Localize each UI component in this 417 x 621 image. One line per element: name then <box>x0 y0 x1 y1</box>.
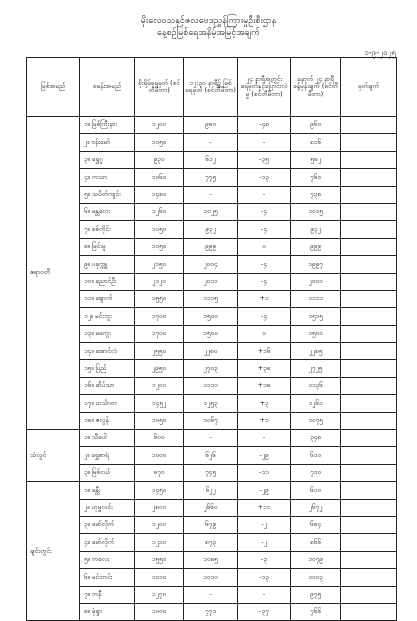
remark-cell <box>341 117 397 134</box>
station-cell: ၈။ မုံရွာ <box>80 603 135 620</box>
remark-cell <box>341 308 397 325</box>
today-level-cell: ၉၈၀ <box>184 117 238 134</box>
danger-level-cell: ၂၉၅၀ <box>135 360 184 377</box>
change-cell: +၃၈ <box>238 360 291 377</box>
danger-level-cell: ၁၀၆၀ <box>135 169 184 186</box>
table-row <box>27 360 397 377</box>
danger-level-cell: ၁၂၁၀ <box>135 534 184 551</box>
today-level-cell: ၁၀၆၇ <box>184 412 238 429</box>
danger-level-cell: ၁၁၅၀ <box>135 221 184 238</box>
danger-level-cell: ၁၂၇၀ <box>135 586 184 603</box>
station-cell: ၈။ မြင်းမူ <box>80 238 135 255</box>
today-level-cell: ၁၅၀၀ <box>184 308 238 325</box>
station-cell: ၉။ ပခုက္ကူ <box>80 256 135 273</box>
division-cell: ဧရာဝတီ <box>27 117 80 430</box>
change-cell: - <box>238 134 291 151</box>
change-cell: -၁၃ <box>238 569 291 586</box>
change-cell: -၂ <box>238 534 291 551</box>
change-cell: -၃၅ <box>238 151 291 168</box>
danger-level-cell: ၁၀၀၀ <box>135 603 184 620</box>
change-cell: -၃ <box>238 551 291 568</box>
change-cell: +၁ <box>238 290 291 307</box>
remark-cell <box>341 238 397 255</box>
header-danger-level: စိုးရိမ်ရေမှတ် (စင်တီမီတာ) <box>135 58 184 117</box>
danger-level-cell: ၁၄၈၀ <box>135 186 184 203</box>
danger-level-cell: ၁၂၆၀ <box>135 203 184 220</box>
remark-cell <box>341 430 397 447</box>
division-cell: သံလွင် <box>27 430 80 482</box>
table-row <box>27 430 397 447</box>
station-cell: ၁။ သီပေါ <box>80 430 135 447</box>
table-row <box>27 551 397 568</box>
forecast-cell: ၁၅၁၅ <box>291 308 341 325</box>
danger-level-cell: ၁၂၀၀ <box>135 117 184 134</box>
danger-level-cell: ၉၃၀ <box>135 151 184 168</box>
table-row <box>27 169 397 186</box>
danger-level-cell: ၁၀၅၀ <box>135 412 184 429</box>
station-cell: ၂။ ဗန်းမော် <box>80 134 135 151</box>
forecast-cell: ၇၁၀ <box>291 464 341 481</box>
danger-level-cell: ၂၈၀၀ <box>135 499 184 516</box>
station-cell: ၁။ ခန္တီး <box>80 482 135 499</box>
table-row <box>27 395 397 412</box>
today-level-cell: ၁၀၈၅ <box>184 551 238 568</box>
forecast-cell: ၇၆၀ <box>291 169 341 186</box>
danger-level-cell: ၆၀၀ <box>135 430 184 447</box>
change-cell: -၁၁ <box>238 464 291 481</box>
remark-cell <box>341 360 397 377</box>
table-row <box>27 343 397 360</box>
station-cell: ၆။ မင်းကင်း <box>80 569 135 586</box>
danger-level-cell: ၁၂၀၀ <box>135 377 184 394</box>
forecast-cell: ၁၉၉၇ <box>291 256 341 273</box>
change-cell: -၄ <box>238 308 291 325</box>
danger-level-cell: ၁၀၀၀ <box>135 447 184 464</box>
table-row <box>27 377 397 394</box>
remark-cell <box>341 325 397 342</box>
danger-level-cell: ၁၁၅၀ <box>135 134 184 151</box>
danger-level-cell: ၁၁၅၀ <box>135 238 184 255</box>
forecast-cell: ၈၆၆ <box>291 534 341 551</box>
danger-level-cell: ၁၄၅၂ <box>135 395 184 412</box>
station-cell: ၄။ ကသာ <box>80 169 135 186</box>
remark-cell <box>341 412 397 429</box>
today-level-cell: ၁၀၁၀ <box>184 569 238 586</box>
forecast-cell: ၂၆၇၂ <box>291 499 341 516</box>
remark-cell <box>341 569 397 586</box>
today-level-cell: ၁၀၂၅ <box>184 203 238 220</box>
change-cell: -၂၉ <box>238 447 291 464</box>
water-level-table <box>26 57 397 621</box>
change-cell: -၂ <box>238 516 291 533</box>
forecast-cell: ၂၂၈၅ <box>291 343 341 360</box>
station-cell: ၃။ မြစ်ငယ် <box>80 464 135 481</box>
forecast-cell: ၆၁၀ <box>291 482 341 499</box>
today-level-cell: ၂၀၁၁ <box>184 273 238 290</box>
remark-cell <box>341 134 397 151</box>
station-cell: ၁၇။ ဟင်္သာတ <box>80 395 135 412</box>
today-level-cell: ၁၅၀၀ <box>184 325 238 342</box>
today-level-cell: - <box>184 586 238 603</box>
change-cell: +၁ <box>238 412 291 429</box>
change-cell: -၄ <box>238 203 291 220</box>
forecast-cell: ၁၁၁၁ <box>291 290 341 307</box>
danger-level-cell: ၁၀၁၀ <box>135 569 184 586</box>
table-row <box>27 412 397 429</box>
today-level-cell: ၂၀၀၄ <box>184 256 238 273</box>
remark-cell <box>341 203 397 220</box>
change-cell: -၃၇ <box>238 603 291 620</box>
remark-cell <box>341 603 397 620</box>
today-level-cell: ၆၇၉ <box>184 516 238 533</box>
today-level-cell: ၆၂၂ <box>184 482 238 499</box>
danger-level-cell: ၁၇၀၀ <box>135 325 184 342</box>
today-level-cell: ၆၁၂ <box>184 151 238 168</box>
header-division: မြစ်အမည် <box>27 58 80 117</box>
remark-cell <box>341 290 397 307</box>
danger-level-cell: ၂၅၅၀ <box>135 343 184 360</box>
today-level-cell: ၈၇၃ <box>184 534 238 551</box>
table-row <box>27 186 397 203</box>
forecast-cell: ၁၀၇၅ <box>291 412 341 429</box>
station-cell: ၁၂။ မင်းဘူး <box>80 308 135 325</box>
report-date: ၁-၉-၂၀၂၅ <box>364 48 396 57</box>
today-level-cell: ၁၂၅၃ <box>184 395 238 412</box>
forecast-cell: ၇၃၈ <box>291 186 341 203</box>
table-row <box>27 238 397 255</box>
table-row <box>27 447 397 464</box>
change-cell: -၄ <box>238 273 291 290</box>
today-level-cell: ၂၇၀၃ <box>184 360 238 377</box>
header-today-level: ၁၂:၃၀ နာရီ၌ မြစ်ရေမှတ် (စင်တီမီတာ) <box>184 58 238 117</box>
forecast-cell: ၁၅၀၀ <box>291 325 341 342</box>
station-cell: ၃။ ရွှေဂူ <box>80 151 135 168</box>
remark-cell <box>341 464 397 481</box>
remark-cell <box>341 395 397 412</box>
remark-cell <box>341 499 397 516</box>
forecast-cell: ၁၂၆၁ <box>291 395 341 412</box>
forecast-cell: ၉၃၂ <box>291 221 341 238</box>
table-row <box>27 308 397 325</box>
header-station: စခန်းအမည် <box>80 58 135 117</box>
table-row <box>27 117 397 134</box>
forecast-cell: ၁၁၃၆ <box>291 377 341 394</box>
change-cell: -၁၃ <box>238 169 291 186</box>
change-cell: +၁၆ <box>238 343 291 360</box>
remark-cell <box>341 169 397 186</box>
today-level-cell: ၇၇၁ <box>184 603 238 620</box>
remark-cell <box>341 151 397 168</box>
table-body <box>27 117 397 621</box>
table-row <box>27 203 397 220</box>
forecast-cell: ၈၁၆ <box>291 134 341 151</box>
forecast-cell: ၃၄၈ <box>291 430 341 447</box>
change-cell: -၂၉ <box>238 482 291 499</box>
remark-cell <box>341 482 397 499</box>
station-cell: ၁၀။ ညောင်ဦး <box>80 273 135 290</box>
station-cell: ၁၄။ အောင်လံ <box>80 343 135 360</box>
today-level-cell: - <box>184 430 238 447</box>
remark-cell <box>341 447 397 464</box>
station-cell: ၇။ ကနီ <box>80 586 135 603</box>
forecast-cell: ၂၀၀၁ <box>291 273 341 290</box>
forecast-cell: ၆၁၀ <box>291 447 341 464</box>
remark-cell <box>341 377 397 394</box>
danger-level-cell: ၈၇၀ <box>135 464 184 481</box>
remark-cell <box>341 516 397 533</box>
remark-cell <box>341 186 397 203</box>
header-remark: မှတ်ချက် <box>341 58 397 117</box>
table-row <box>27 603 397 620</box>
station-cell: ၁၈။ ဇလွန် <box>80 412 135 429</box>
table-row <box>27 499 397 516</box>
change-cell: ၀ <box>238 325 291 342</box>
forecast-cell: ၁၀၇၉ <box>291 551 341 568</box>
today-level-cell: - <box>184 186 238 203</box>
forecast-cell: ၁၀၀၃ <box>291 569 341 586</box>
table-row <box>27 534 397 551</box>
report-title: နေ့စဉ်မြစ်ရေအနိမ့်အမြင့်အချက် <box>157 28 260 38</box>
table-row <box>27 151 397 168</box>
table-row <box>27 134 397 151</box>
forecast-cell: ၆၈၄ <box>291 516 341 533</box>
station-cell: ၅။ ကလေး <box>80 551 135 568</box>
forecast-cell: ၇၆၆ <box>291 603 341 620</box>
division-cell: ချင်းတွင်း <box>27 482 80 621</box>
today-level-cell: ၉၃၂ <box>184 221 238 238</box>
header-forecast: နောက် ၂၄ နာရီ ခန့်မှန်းချက် (စင်တီမီတာ) <box>291 58 341 117</box>
forecast-cell: ၉၇၅ <box>291 586 341 603</box>
remark-cell <box>341 534 397 551</box>
change-cell: - <box>238 586 291 603</box>
table-row <box>27 569 397 586</box>
station-cell: ၁၃။ မကွေး <box>80 325 135 342</box>
station-cell: ၇။ စစ်ကိုင်း <box>80 221 135 238</box>
today-level-cell: ၉၉၉ <box>184 238 238 255</box>
station-cell: ၁။ မြစ်ကြီးနား <box>80 117 135 134</box>
table-row <box>27 516 397 533</box>
table-row <box>27 221 397 238</box>
station-cell: ၆။ မန္တလေး <box>80 203 135 220</box>
forecast-cell: ၅၈၂ <box>291 151 341 168</box>
table-row <box>27 256 397 273</box>
remark-cell <box>341 551 397 568</box>
change-cell: -၄ <box>238 221 291 238</box>
station-cell: ၂။ ရွှေစာရံ <box>80 447 135 464</box>
forecast-cell: ၁၀၁၅ <box>291 203 341 220</box>
agency-title: မိုးလေဝသနှင့်ဇလဗေဒညွှန်ကြားမှုဦးစီးဌာန <box>140 16 277 26</box>
today-level-cell: ၁၁၁၁ <box>184 377 238 394</box>
today-level-cell: ၇၄၅ <box>184 464 238 481</box>
remark-cell <box>341 273 397 290</box>
today-level-cell: ၁၁၁၅ <box>184 290 238 307</box>
danger-level-cell: ၁၂၀၀ <box>135 516 184 533</box>
table-row <box>27 290 397 307</box>
forecast-cell: ၂၇၂၅ <box>291 360 341 377</box>
danger-level-cell: ၁၅၅၀ <box>135 551 184 568</box>
today-level-cell: ၇၇၅ <box>184 169 238 186</box>
danger-level-cell: ၂၁၅၀ <box>135 256 184 273</box>
change-cell: - <box>238 186 291 203</box>
change-cell: +၁၁ <box>238 499 291 516</box>
today-level-cell: ၆၂၆ <box>184 447 238 464</box>
station-cell: ၂။ ဟုမ္မလင်း <box>80 499 135 516</box>
header-change: ၂၄ နာရီအတွင်း ရေမှတ်နှင့်ပြောင်းလဲမှု (စင်တီမီတာ) <box>238 58 291 117</box>
station-cell: ၃။ မော်လိုက် <box>80 516 135 533</box>
change-cell: ၀ <box>238 238 291 255</box>
table-row <box>27 273 397 290</box>
change-cell: - <box>238 430 291 447</box>
danger-level-cell: ၂၁၂၀ <box>135 273 184 290</box>
today-level-cell: - <box>184 134 238 151</box>
forecast-cell: ၉၆၀ <box>291 117 341 134</box>
danger-level-cell: ၁၄၅၀ <box>135 482 184 499</box>
remark-cell <box>341 343 397 360</box>
remark-cell <box>341 221 397 238</box>
danger-level-cell: ၁၅၅၀ <box>135 290 184 307</box>
forecast-cell: ၉၉၉ <box>291 238 341 255</box>
change-cell: -၄၈ <box>238 117 291 134</box>
station-cell: ၁၁။ ချောက် <box>80 290 135 307</box>
station-cell: ၁၆။ ဆိပ်သာ <box>80 377 135 394</box>
change-cell: -၄ <box>238 256 291 273</box>
today-level-cell: ၂၂၈၀ <box>184 343 238 360</box>
station-cell: ၁၅။ ပြည် <box>80 360 135 377</box>
table-row <box>27 464 397 481</box>
danger-level-cell: ၁၇၀၀ <box>135 308 184 325</box>
table-header-row <box>27 58 397 117</box>
change-cell: +၃ <box>238 395 291 412</box>
change-cell: +၁၈ <box>238 377 291 394</box>
today-level-cell: ၂၆၆၀ <box>184 499 238 516</box>
remark-cell <box>341 256 397 273</box>
station-cell: ၅။ သပိတ်ကျင်း <box>80 186 135 203</box>
station-cell: ၄။ မော်လိုက် <box>80 534 135 551</box>
table-row <box>27 325 397 342</box>
table-row <box>27 482 397 499</box>
